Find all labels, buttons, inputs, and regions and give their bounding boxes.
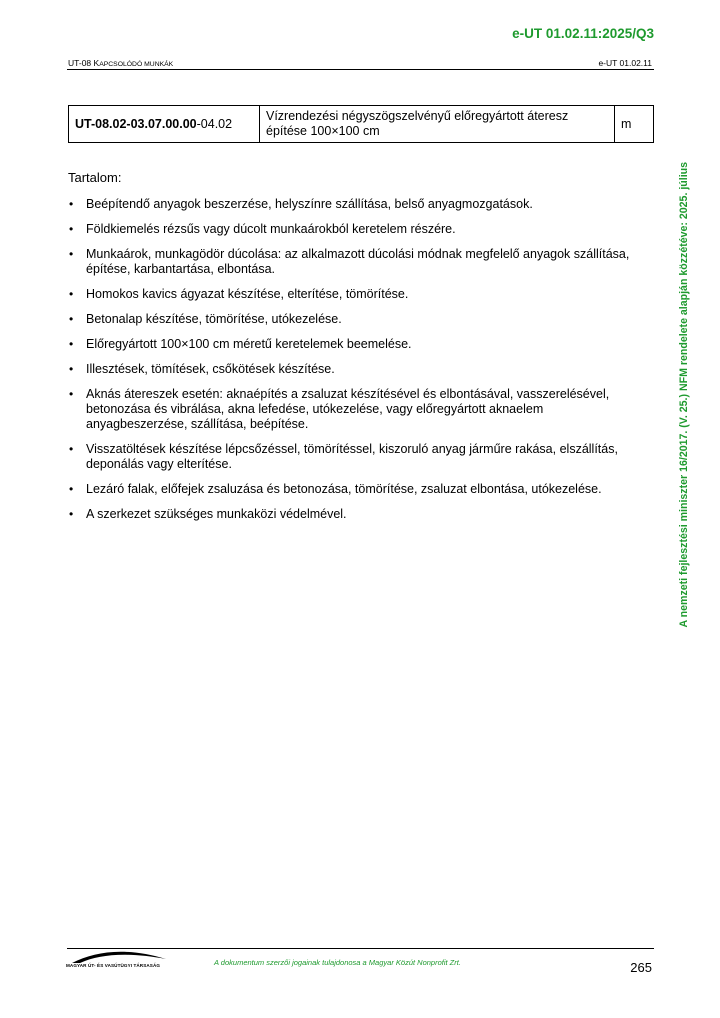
list-item: • Lezáró falak, előfejek zsaluzása és betonozása, tömörítése, zsaluzat elbontása, utókezelése. — [68, 482, 643, 497]
logo-text: MAGYAR ÚT- ÉS VASÚTÜGYI TÁRSASÁG — [66, 963, 161, 968]
list-item: • Visszatöltések készítése lépcsőzéssel, tömörítéssel, kiszoruló anyag járműre rakása, elszállítás, deponálás vagy elterítése. — [68, 442, 643, 472]
item-code-cell — [69, 106, 260, 143]
page-number: 265 — [630, 960, 652, 975]
item-code-table — [68, 105, 654, 143]
header-doc-code: e-UT 01.02.11 — [598, 58, 652, 68]
section-title — [68, 58, 173, 68]
header-divider — [67, 69, 654, 70]
section-title-prefix: UT-08 K — [68, 58, 100, 68]
publication-note-text: A nemzeti fejlesztési miniszter 16/2017. (V. 25.) NFM rendelete alapján közzétéve: 2025. július — [678, 162, 690, 628]
list-item: • Homokos kavics ágyazat készítése, elterítése, tömörítése. — [68, 287, 643, 302]
publication-note — [676, 96, 696, 628]
content-label: Tartalom: — [68, 170, 122, 185]
item-code-suffix: -04.02 — [196, 117, 233, 131]
list-item: • Illesztések, tömítések, csőkötések készítése. — [68, 362, 643, 377]
list-item: • Munkaárok, munkagödör dúcolása: az alkalmazott dúcolási módnak megfelelő anyagok szállítása, építése, karbantartása, elbontása. — [68, 247, 643, 277]
list-item: • Földkiemelés rézsűs vagy dúcolt munkaárokból keretelem részére. — [68, 222, 643, 237]
list-item: • Beépítendő anyagok beszerzése, helyszínre szállítása, belső anyagmozgatások. — [68, 197, 643, 212]
document-id: e-UT 01.02.11:2025/Q3 — [512, 26, 654, 41]
list-item: • Előregyártott 100×100 cm méretű keretelemek beemelése. — [68, 337, 643, 352]
list-item: • Aknás átereszek esetén: aknaépítés a zsaluzat készítésével és elbontásával, vasszerelésével, betonozása és vibrálása, akna lefedése, utókezelése, vagy előregyártott aknaelem anyagbeszerzése, szállítása, beépítése. — [68, 387, 643, 432]
list-item: • Betonalap készítése, tömörítése, utókezelése. — [68, 312, 643, 327]
item-unit: m — [615, 106, 654, 143]
item-code-main: UT-08.02-03.07.00.00 — [75, 117, 197, 131]
item-description: Vízrendezési négyszögszelvényű előregyártott áteresz építése 100×100 cm — [260, 106, 615, 143]
content-list — [68, 187, 643, 522]
list-item: • A szerkezet szükséges munkaközi védelmével. — [68, 507, 643, 522]
item-code-row — [69, 106, 654, 143]
section-title-rest: APCSOLÓDÓ MUNKÁK — [99, 61, 174, 68]
publisher-logo — [66, 949, 170, 975]
copyright-notice: A dokumentum szerzői jogainak tulajdonosa a Magyar Közút Nonprofit Zrt. — [214, 958, 461, 967]
